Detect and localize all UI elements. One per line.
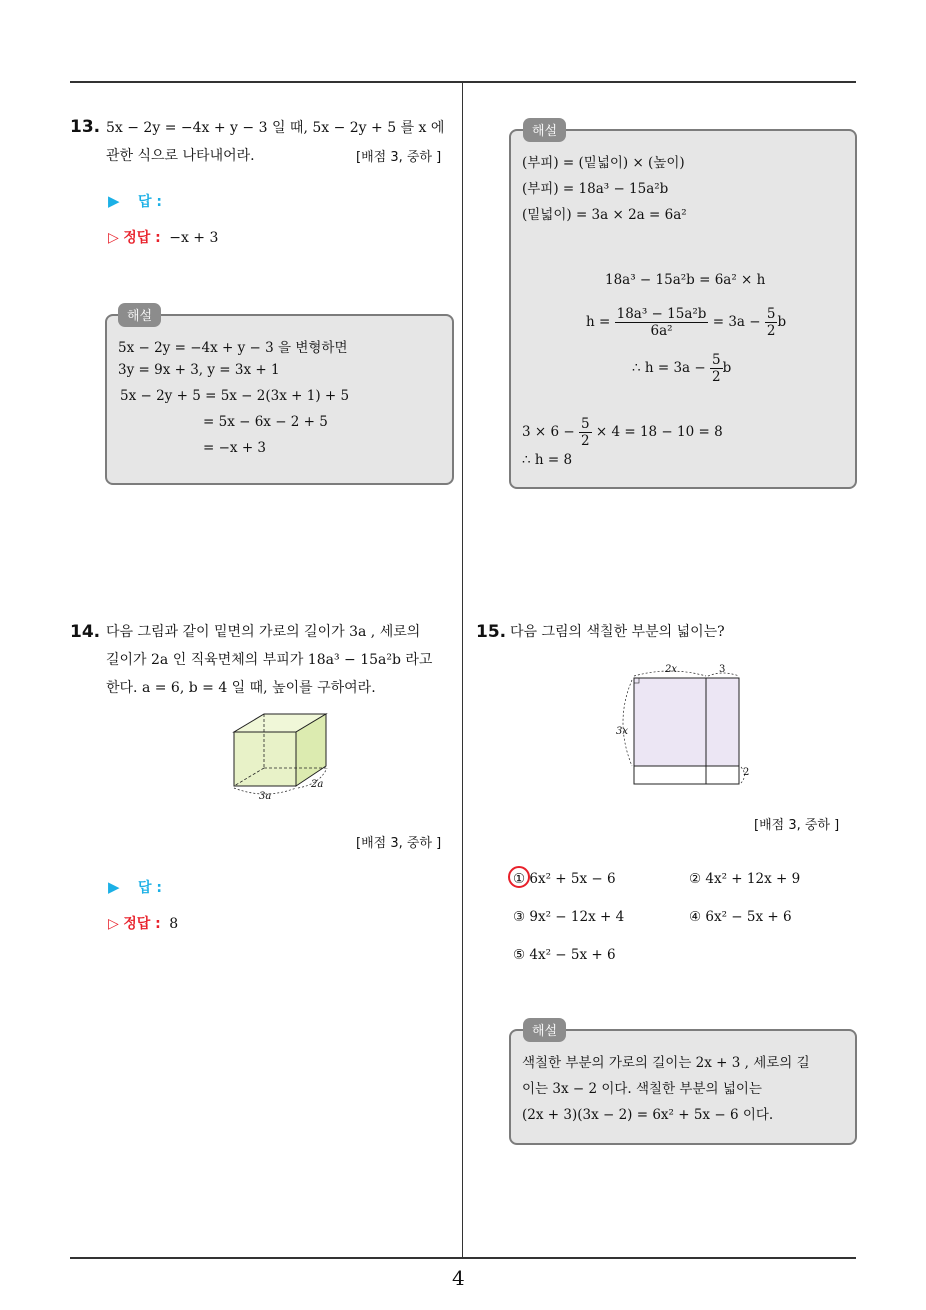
choice-4[interactable]: ④ 6x² − 5x + 6 [689,909,792,925]
explanation-tag: 해설 [118,303,161,327]
numerator: 18a³ − 15a²b [616,306,707,322]
question-14-correct-answer [108,913,178,933]
explain-r-line-1: (부피) = (밑넓이) × (높이) [522,155,685,171]
explain-line-1: 5x − 2y = −4x + y − 3 을 변형하면 [118,340,348,356]
question-13-line-1: 5x − 2y = −4x + y − 3 일 때, 5x − 2y + 5 를 x 에 [106,120,445,136]
correct-label: 정답 : [123,230,161,246]
open-arrow-icon: ▷ [108,916,119,932]
figure-label-3: 3 [719,664,726,675]
correct-value: −x + 3 [169,230,219,246]
explain-r-line-2: (부피) = 18a³ − 15a²b [522,181,669,197]
question-13-answer[interactable] [108,191,162,211]
numerator: 5 [766,306,776,322]
filled-arrow-icon: ▶ [108,878,120,896]
question-13-score: [배점 3, 중하 ] [356,150,442,165]
open-arrow-icon: ▷ [108,230,119,246]
top-rule [70,81,856,83]
filled-arrow-icon: ▶ [108,192,120,210]
choice-3[interactable]: ③ 9x² − 12x + 4 [513,909,625,925]
bottom-rule [70,1257,856,1259]
figure-label-2: 2 [743,767,750,778]
denominator: 6a² [650,323,673,339]
cuboid-depth-label: 2a [311,779,324,790]
rectangle-figure [612,662,762,792]
page-number: 4 [452,1266,465,1290]
choice-2[interactable]: ② 4x² + 12x + 9 [689,871,801,887]
explain-r-line-8: ∴ h = 8 [522,452,573,468]
question-14-answer[interactable] [108,877,162,897]
explanation-tag: 해설 [523,1018,566,1042]
figure-label-2x: 2x [665,664,678,675]
question-14-text [106,618,458,702]
question-14-line-3: 한다. a = 6, b = 4 일 때, 높이를 구하여라. [106,680,376,696]
explain-line-2: 3y = 9x + 3, y = 3x + 1 [118,362,280,378]
calc-post: × 4 = 18 − 10 = 8 [595,424,723,440]
denominator: 2 [766,323,776,339]
fraction [710,352,723,385]
question-15-text: 다음 그림의 색칠한 부분의 넓이는? [510,624,725,640]
calc-pre: 3 × 6 − [522,424,575,440]
explain-r-line-4: 18a³ − 15a²b = 6a² × h [605,272,766,288]
question-14-line-1: 다음 그림과 같이 밑면의 가로의 길이가 3a , 세로의 [106,624,421,640]
denominator: 2 [712,369,721,385]
explain-r-line-7 [522,416,723,449]
eq-mid: = 3a − [712,314,761,330]
fraction [615,306,709,339]
fraction [765,306,778,339]
column-divider [462,82,463,1258]
denominator: 2 [580,433,590,449]
numerator: 5 [712,352,721,368]
numerator: 5 [580,416,590,432]
question-13-correct-answer [108,227,218,247]
therefore-h: ∴ h = 3a − [632,360,706,376]
explain-r-line-5 [586,306,786,339]
eq-post: b [722,360,732,376]
question-14-score: [배점 3, 중하 ] [356,836,442,851]
question-15-number: 15. [476,622,507,642]
h-eq: h = [586,314,611,330]
choice-5[interactable]: ⑤ 4x² − 5x + 6 [513,947,616,963]
choice-1[interactable]: ① 6x² + 5x − 6 [513,871,616,887]
eq-post: b [777,314,787,330]
answer-label: 답 : [138,194,162,210]
question-14-line-2: 길이가 2a 인 직육면체의 부피가 18a³ − 15a²b 라고 [106,652,433,668]
explain-line-4: = 5x − 6x − 2 + 5 [203,414,328,430]
answer-label: 답 : [138,880,162,896]
fraction [579,416,592,449]
question-15-score: [배점 3, 중하 ] [754,818,840,833]
correct-label: 정답 : [123,916,161,932]
question-14-number: 14. [70,622,101,642]
explain-r-line-3: (밑넓이) = 3a × 2a = 6a² [522,207,687,223]
explain-15-line-2: 이는 3x − 2 이다. 색칠한 부분의 넓이는 [522,1081,762,1097]
explain-line-5: = −x + 3 [203,440,267,456]
figure-label-3x: 3x [616,726,629,737]
explain-line-3: 5x − 2y + 5 = 5x − 2(3x + 1) + 5 [120,388,350,404]
question-13-number: 13. [70,117,101,137]
question-13-line-2: 관한 식으로 나타내어라. [106,148,255,164]
explain-15-line-1: 색칠한 부분의 가로의 길이는 2x + 3 , 세로의 길 [522,1055,810,1071]
explain-15-line-3: (2x + 3)(3x − 2) = 6x² + 5x − 6 이다. [522,1107,774,1123]
correct-value: 8 [169,916,179,932]
cuboid-width-label: 3a [259,791,272,802]
cuboid-figure [228,710,338,810]
explanation-tag: 해설 [523,118,566,142]
explain-r-line-6 [632,352,731,385]
